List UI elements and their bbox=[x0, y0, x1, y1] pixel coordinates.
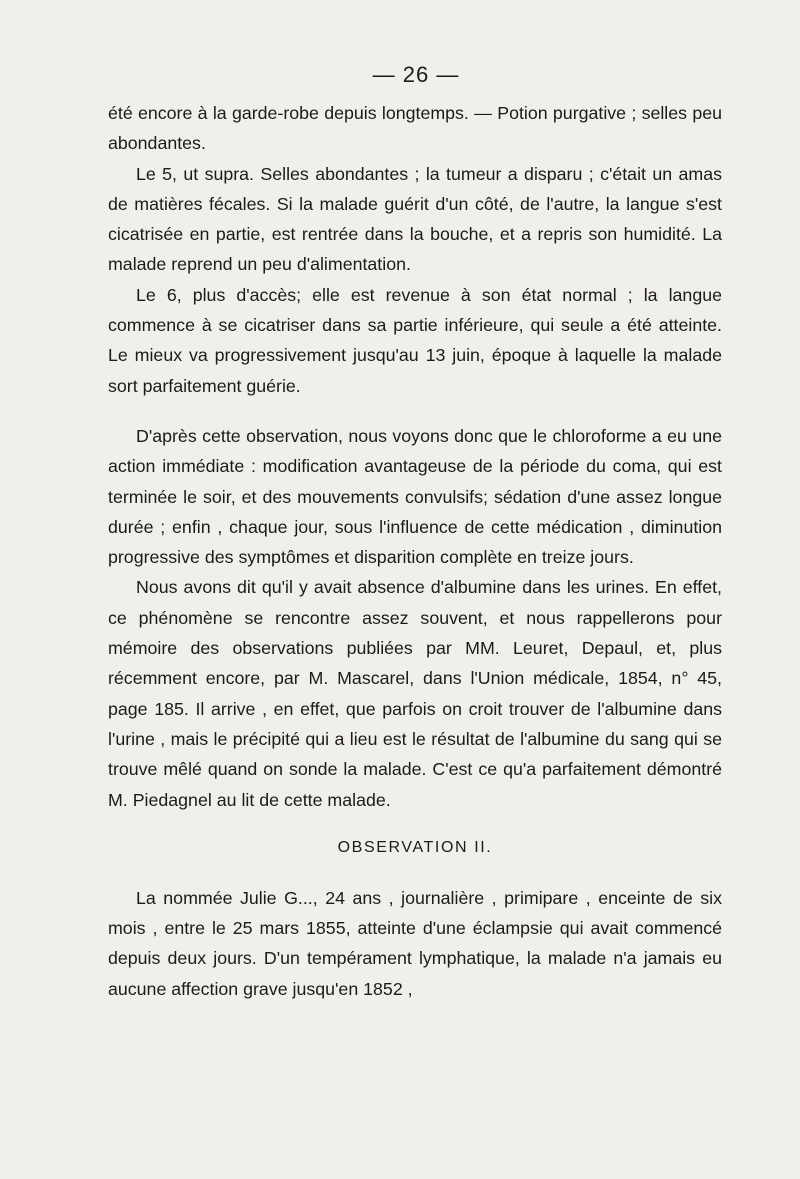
paragraph-day-6: Le 6, plus d'accès; elle est revenue à son état normal ; la langue commence à se cicatriser dans sa partie inférieure, qui seule a été atteinte. Le mieux va progressivement jusqu'au 13 juin, époque à laquelle la malade sort parfaitement guérie. bbox=[108, 284, 722, 396]
section-heading: OBSERVATION II. bbox=[337, 838, 493, 856]
paragraph-day-5: Le 5, ut supra. Selles abondantes ; la tumeur a disparu ; c'était un amas de matières fécales. Si la malade guérit d'un côté, de l'autre, la langue s'est cicatrisée en partie, est rentrée dans la bouche, et a repris son humidité. La malade reprend un peu d'alimentation. bbox=[108, 163, 722, 275]
page-number: — 26 — bbox=[372, 62, 460, 87]
paragraph-observation-summary: D'après cette observation, nous voyons donc que le chloroforme a eu une action immédiate : modification avantageuse de la période du coma, qui est terminée le soir, et des mouvements convulsifs; sédation d'une assez longue durée ; enfin , chaque jour, sous l'influence de cette médication , diminution progressive des symptômes et disparition complète en treize jours. bbox=[108, 425, 722, 568]
paragraph-albumine: Nous avons dit qu'il y avait absence d'albumine dans les urines. En effet, ce phénomène se rencontre assez souvent, et nous rappellerons pour mémoire des observations publiées par MM. Leuret, Depaul, et, plus récemment encore, par M. Mascarel, dans l'Union médicale, 1854, n° 45, page 185. Il arrive , en effet, que parfois on croit trouver de l'albumine dans l'urine , mais le précipité qui a lieu est le résultat de l'albumine du sang qui se trouve mêlé quand on sonde la malade. C'est ce qu'a parfaitement démontré M. Piedagnel au lit de cette malade. bbox=[108, 577, 722, 810]
section-heading-wrap bbox=[108, 833, 722, 863]
paragraph-observation-2: La nommée Julie G..., 24 ans , journalière , primipare , enceinte de six mois , entre le 25 mars 1855, atteinte d'une éclampsie qui avait commencé depuis deux jours. D'un tempérament lymphatique, la malade n'a jamais eu aucune affection grave jusqu'en 1852 , bbox=[108, 887, 722, 999]
paragraph-continuation: été encore à la garde-robe depuis longtemps. — Potion purgative ; selles peu abondantes. bbox=[108, 103, 722, 154]
